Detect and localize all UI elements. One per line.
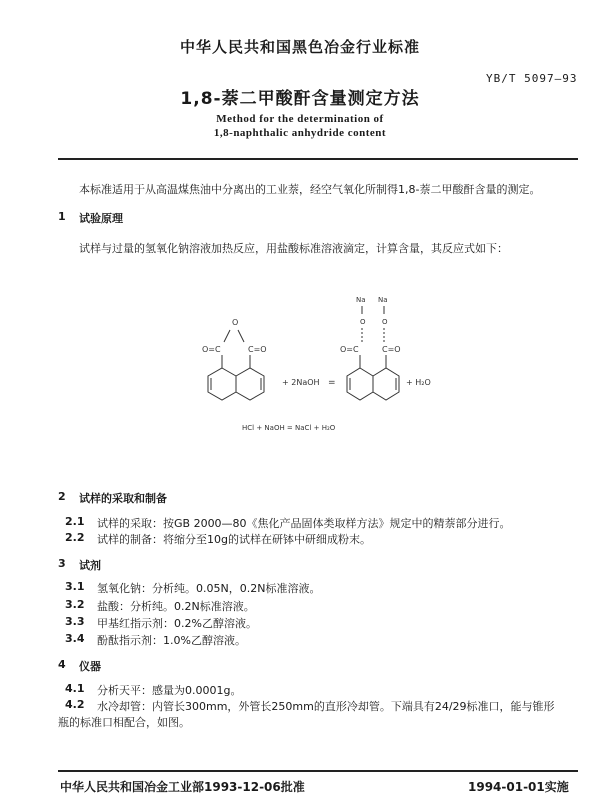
item-4-2-text: 水冷却管：内管长300mm，外管长250mm的直形冷却管。下端具有24/29标准口，能与锥形 <box>97 700 555 713</box>
intro-paragraph: 本标准适用于从高温煤焦油中分离出的工业萘，经空气氧化所制得1,8-萘二甲酸酐含量的测定。 <box>79 183 541 196</box>
item-3-2-number: 3.2 <box>65 598 85 611</box>
product-na-right-label: Na <box>378 296 388 304</box>
section-4-number: 4 <box>58 658 66 671</box>
approval-line: 中华人民共和国冶金工业部1993-12-06批准 <box>60 780 305 794</box>
section-2-number: 2 <box>58 490 66 503</box>
reagent-naoh: + 2NaOH <box>282 378 320 387</box>
reactant-anhydride-structure <box>202 318 267 400</box>
product-water: + H₂O <box>406 378 431 387</box>
item-4-1-number: 4.1 <box>65 682 85 695</box>
english-title-line1: Method for the determination of <box>216 113 384 125</box>
product-right-carbonyl-label: C=O <box>382 345 401 354</box>
section-1-number: 1 <box>58 210 66 223</box>
reactant-ring-oxygen-label: O <box>232 318 239 327</box>
item-3-3-text: 甲基红指示剂：0.2%乙醇溶液。 <box>97 617 257 630</box>
product-na-left-label: Na <box>356 296 366 304</box>
document-title: 1,8-萘二甲酸酐含量测定方法 <box>180 89 420 109</box>
neutralization-equation: HCl + NaOH = NaCl + H₂O <box>242 424 336 432</box>
item-2-1-text: 试样的采取：按GB 2000—80《焦化产品固体类取样方法》规定中的精萘部分进行。 <box>97 517 511 530</box>
section-3-number: 3 <box>58 557 66 570</box>
item-3-1-text: 氢氧化钠：分析纯。0.05N，0.2N标准溶液。 <box>97 582 321 595</box>
issuing-organization: 中华人民共和国黑色冶金行业标准 <box>179 38 420 56</box>
section-1-title: 试验原理 <box>79 212 123 225</box>
section-3-title: 试剂 <box>79 559 101 572</box>
section-4-title: 仪器 <box>79 660 101 673</box>
header-rule <box>58 158 578 160</box>
item-2-2-text: 试样的制备：将缩分至10g的试样在研钵中研细成粉末。 <box>97 533 371 546</box>
english-title-line2: 1,8-naphthalic anhydride content <box>213 127 387 139</box>
item-2-1-number: 2.1 <box>65 515 85 528</box>
product-disodium-salt-structure <box>340 296 401 400</box>
implementation-date: 1994-01-01实施 <box>468 780 569 794</box>
product-o-right-label: O <box>382 318 388 326</box>
reactant-left-carbonyl-label: O=C <box>202 345 221 354</box>
item-3-1-number: 3.1 <box>65 580 85 593</box>
reactant-right-carbonyl-label: C=O <box>248 345 267 354</box>
item-4-1-text: 分析天平：感量为0.0001g。 <box>97 684 242 697</box>
standard-code: YB/T 5097—93 <box>486 72 578 85</box>
product-o-left-label: O <box>360 318 366 326</box>
item-3-2-text: 盐酸：分析纯。0.2N标准溶液。 <box>97 600 255 613</box>
footer-rule <box>58 770 578 772</box>
item-4-2-continuation: 瓶的标准口相配合，如图。 <box>58 716 190 729</box>
product-left-carbonyl-label: O=C <box>340 345 359 354</box>
reaction-scheme <box>180 290 470 440</box>
item-3-4-text: 酚酞指示剂：1.0%乙醇溶液。 <box>97 634 246 647</box>
section-1-text: 试样与过量的氢氧化钠溶液加热反应，用盐酸标准溶液滴定，计算含量，其反应式如下： <box>79 242 508 255</box>
item-3-4-number: 3.4 <box>65 632 85 645</box>
section-2-title: 试样的采取和制备 <box>79 492 167 505</box>
item-3-3-number: 3.3 <box>65 615 85 628</box>
equals-sign: = <box>328 378 336 388</box>
item-2-2-number: 2.2 <box>65 531 85 544</box>
item-4-2-number: 4.2 <box>65 698 85 711</box>
